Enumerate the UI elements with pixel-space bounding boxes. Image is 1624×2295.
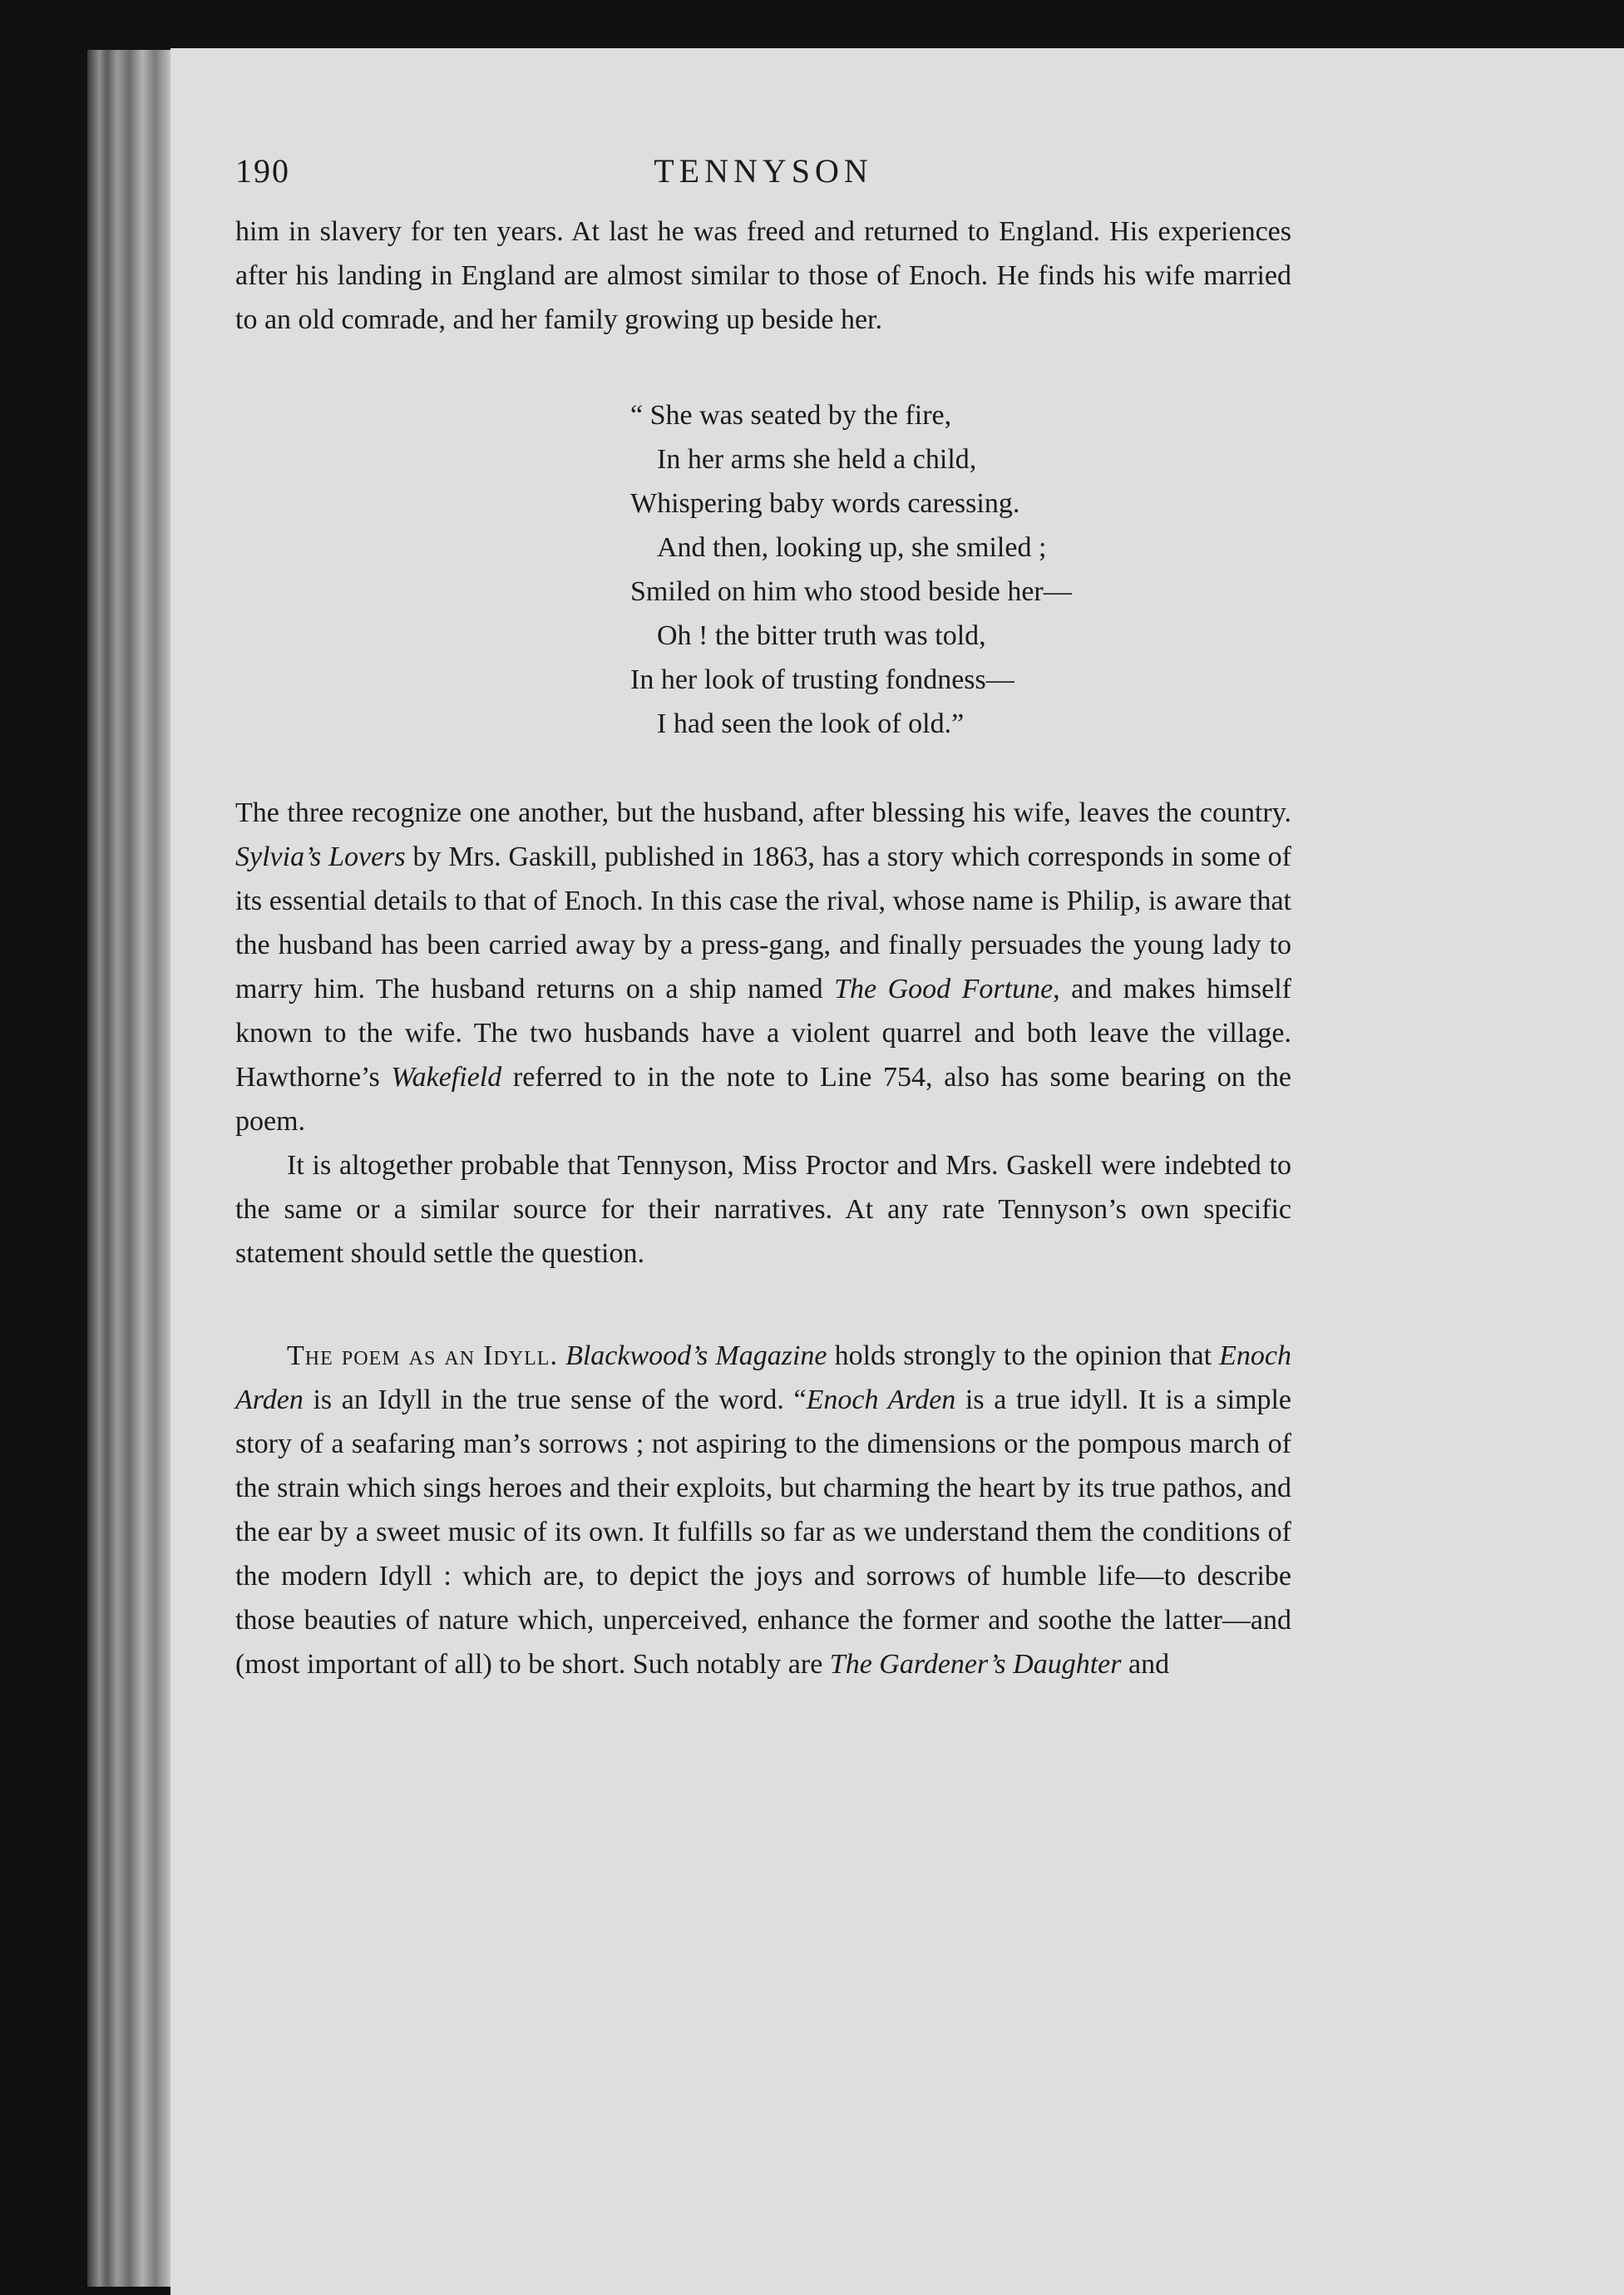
paragraph-2	[235, 791, 1291, 1143]
text-run: and	[1121, 1649, 1170, 1680]
poem-line: Oh ! the bitter truth was told,	[657, 620, 986, 651]
poem-line: In her look of trusting fondness—	[630, 664, 1014, 695]
poem-quotation	[235, 393, 1291, 746]
ship-name-the-good-fortune: The Good Fortune	[834, 974, 1054, 1004]
paragraph-1: him in slavery for ten years. At last he was freed and returned to England. His experiences after his landing in England are almost similar to those of Enoch. He finds his wife married to an old comrade, and her family growing up beside her.	[235, 216, 1291, 335]
book-title-wakefield: Wakefield	[391, 1062, 502, 1093]
text-run: referred to in the note to Line 754, also has some bearing on the poem.	[235, 1062, 1291, 1137]
poem-line: Smiled on him who stood beside her—	[630, 576, 1072, 607]
text-run: The three recognize one another, but the husband, after blessing his wife, leaves the country.	[235, 797, 1291, 828]
paragraph-3: It is altogether probable that Tennyson, Miss Proctor and Mrs. Gaskell were indebted to the same or a similar source for their narratives. At any rate Tennyson’s own specific statement should settle the question.	[235, 1150, 1291, 1269]
poem-line: “ She was seated by the fire,	[630, 400, 952, 431]
text-run: by Mrs. Gaskill, published in 1863, has a story which corresponds in some of its essential details to that of Enoch. In this case the rival, whose name is Philip, is aware that the husband has been carried away by a press-gang, and finally persuades the young lady to marry him. The husband returns on a ship named	[235, 842, 1291, 1004]
text-run: is a true idyll. It is a simple story of a seafaring man’s sorrows ; not aspiring to the dimensions or the pompous march of the strain which sings heroes and their exploits, but charming the heart by its true pathos, and the ear by a sweet music of its own. It fulfills so far as we understand them the conditions of the modern Idyll : which are, to depict the joys and sorrows of humble life—to describe those beauties of nature which, unperceived, enhance the former and soothe the latter—and (most important of all) to be short. Such notably are	[235, 1384, 1292, 1680]
page-number: 190	[235, 152, 290, 190]
text-run: , and makes himself known to the wife. The two husbands have a violent quarrel and both leave the village. Hawthorne’s	[235, 974, 1292, 1093]
poem-line: Whispering baby words caressing.	[630, 488, 1020, 519]
page-content	[235, 108, 1291, 1686]
paragraph-4	[235, 1334, 1291, 1686]
poem-line: And then, looking up, she smiled ;	[657, 532, 1047, 563]
poem-title: Enoch Arden	[806, 1384, 956, 1415]
magazine-title: Blackwood’s Magazine	[565, 1340, 827, 1371]
text-run: holds strongly to the opinion that	[827, 1340, 1220, 1371]
running-title: TENNYSON	[654, 152, 873, 190]
poem-title: Enoch Arden	[235, 1340, 1291, 1415]
book-title-sylvias-lovers: Sylvia’s Lovers	[235, 842, 406, 872]
text-run: is an Idyll in the true sense of the word. “	[303, 1384, 807, 1415]
section-heading: The poem as an Idyll.	[287, 1340, 558, 1371]
text-run	[558, 1340, 565, 1371]
poem-line: I had seen the look of old.”	[657, 708, 965, 739]
poem-line: In her arms she held a child,	[657, 444, 977, 475]
poem-title-gardeners-daughter: The Gardener’s Daughter	[829, 1649, 1122, 1680]
running-head	[235, 151, 1291, 210]
